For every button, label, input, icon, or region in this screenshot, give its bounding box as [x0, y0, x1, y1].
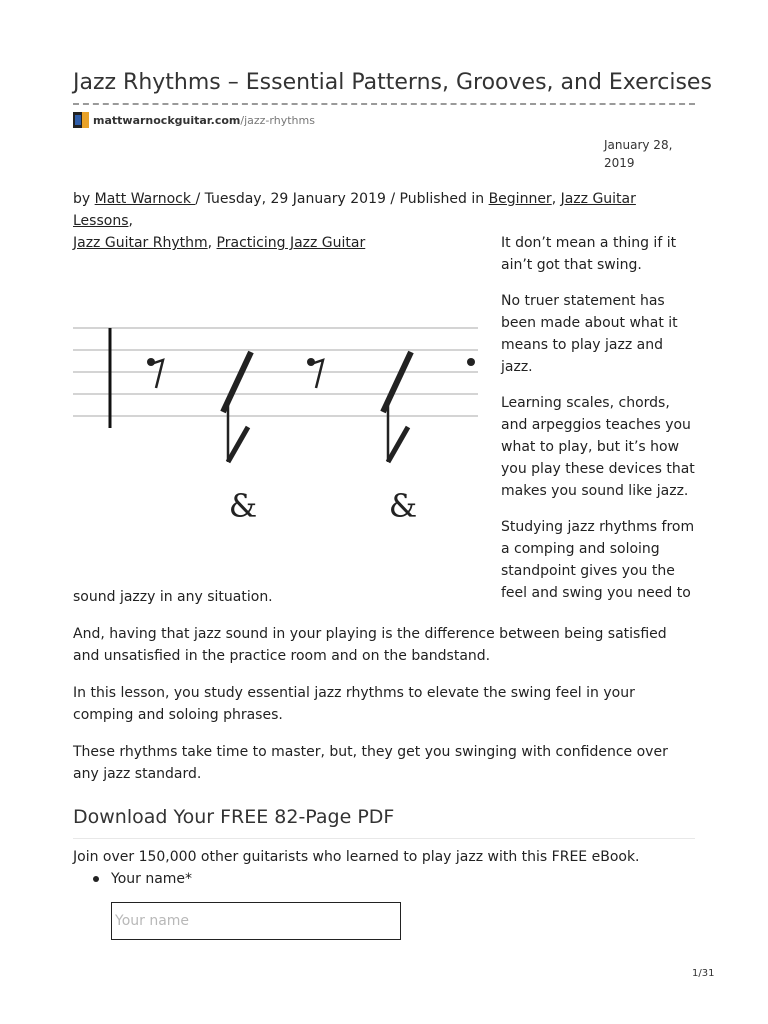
eighth-rest — [307, 358, 323, 388]
paragraph: Learning scales, chords, and arpeggios teaches you what to play, but it’s how you play these devices that makes you sound like jazz. — [501, 395, 695, 499]
staff-lines — [73, 328, 478, 416]
category-link-practicing-jazz-guitar[interactable]: Practicing Jazz Guitar — [216, 235, 366, 251]
count-symbol: & — [228, 487, 258, 525]
paragraph: These rhythms take time to master, but, they get you swinging with confidence over any jazz standard. — [73, 744, 668, 782]
category-separator: , — [551, 191, 561, 207]
page-number: 1/31 — [692, 968, 715, 979]
eighth-rest — [147, 358, 163, 388]
intro-side-text — [501, 232, 697, 618]
byline-meta: / Tuesday, 29 January 2019 / Published in — [195, 191, 489, 207]
eighth-rest — [467, 358, 475, 366]
category-link-beginner[interactable]: Beginner — [488, 191, 552, 207]
source-domain[interactable]: mattwarnockguitar.com — [93, 113, 241, 127]
category-separator: , — [207, 235, 217, 251]
form-field-label — [93, 868, 192, 890]
name-label: Your name* — [111, 871, 193, 887]
category-separator: , — [128, 213, 133, 229]
article-title: Jazz Rhythms – Essential Patterns, Grooves, and Exercises — [73, 70, 712, 95]
site-favicon-icon — [73, 112, 89, 128]
paragraph: No truer statement has been made about what it means to play jazz and jazz. — [501, 293, 678, 375]
title-divider — [73, 103, 695, 105]
capture-date: January 28, 2019 — [604, 138, 673, 170]
name-input[interactable] — [111, 902, 401, 940]
author-link[interactable]: Matt Warnock — [94, 191, 196, 207]
byline-prefix: by — [73, 191, 95, 207]
bullet-icon — [93, 876, 99, 882]
download-intro: Join over 150,000 other guitarists who learned to play jazz with this FREE eBook. — [73, 849, 640, 865]
count-symbol: & — [388, 487, 418, 525]
paragraph: It don’t mean a thing if it ain’t got that swing. — [501, 235, 677, 273]
eighth-note — [383, 352, 411, 462]
eighth-note — [223, 352, 251, 462]
paragraph: sound jazzy in any situation. — [73, 589, 273, 605]
source-link[interactable] — [73, 111, 315, 129]
heading-divider — [73, 838, 695, 839]
paragraph: In this lesson, you study essential jazz rhythms to elevate the swing feel in your comping and soloing phrases. — [73, 685, 635, 723]
paragraph: Studying jazz rhythms from a comping and soloing standpoint gives you the feel and swing you need to — [501, 519, 695, 601]
category-link-jazz-guitar-lessons[interactable]: Jazz Guitar Lessons — [73, 191, 636, 229]
download-heading: Download Your FREE 82-Page PDF — [73, 806, 395, 828]
source-path[interactable]: /jazz-rhythms — [240, 113, 315, 127]
paragraph: And, having that jazz sound in your playing is the difference between being satisfied and unsatisfied in the practice room and on the bandstand. — [73, 626, 667, 664]
rhythm-notation-figure — [73, 262, 478, 552]
category-link-jazz-guitar-rhythm[interactable]: Jazz Guitar Rhythm — [73, 235, 208, 251]
